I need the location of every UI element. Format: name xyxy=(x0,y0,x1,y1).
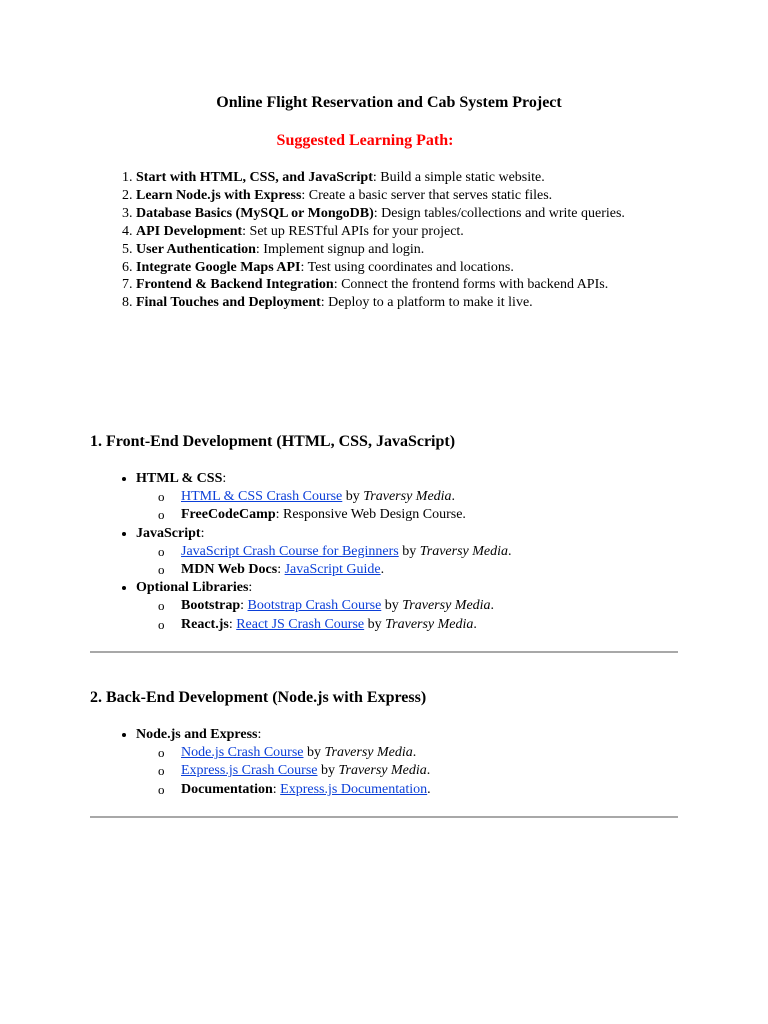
by-text: by xyxy=(303,745,325,761)
separator: : xyxy=(277,562,285,578)
step-title: Integrate Google Maps API xyxy=(136,259,301,275)
period: . xyxy=(412,745,417,761)
resource-list xyxy=(136,744,736,799)
javascript-guide-link[interactable]: JavaScript Guide xyxy=(284,562,381,578)
resource-description: : Responsive Web Design Course. xyxy=(275,507,466,523)
separator: : xyxy=(228,616,237,632)
resource-item xyxy=(181,488,736,506)
frontend-topic-list xyxy=(100,470,736,634)
period: . xyxy=(473,616,477,632)
step-description: : Build a simple static website. xyxy=(372,170,545,185)
learning-path-item xyxy=(136,169,756,187)
resource-name: FreeCodeCamp xyxy=(181,507,276,523)
bootstrap-crash-course-link[interactable]: Bootstrap Crash Course xyxy=(247,598,382,614)
step-description: : Create a basic server that serves static files. xyxy=(301,187,553,203)
author-name: Traversy Media xyxy=(419,543,508,559)
horizontal-rule xyxy=(90,651,678,653)
html-css-crash-course-link[interactable]: HTML & CSS Crash Course xyxy=(181,489,343,505)
topic-label: Optional Libraries xyxy=(136,580,249,596)
learning-path-item xyxy=(136,223,756,241)
step-title: Final Touches and Deployment xyxy=(136,295,321,311)
period: . xyxy=(451,489,456,505)
topic-label: Node.js and Express xyxy=(136,727,258,742)
resource-item xyxy=(181,744,736,762)
topic-html-css xyxy=(136,470,736,525)
period: . xyxy=(426,763,431,779)
by-text: by xyxy=(342,489,364,505)
learning-path-item xyxy=(136,205,756,223)
author-name: Traversy Media xyxy=(402,598,491,614)
learning-path-subtitle: Suggested Learning Path: xyxy=(276,132,454,149)
resource-item xyxy=(181,543,736,561)
learning-path-list xyxy=(100,169,756,312)
resource-item xyxy=(181,506,736,524)
resource-item xyxy=(181,597,736,615)
step-title: API Development xyxy=(136,223,243,239)
learning-path-item xyxy=(136,294,756,312)
colon: : xyxy=(248,580,253,596)
resource-name: React.js xyxy=(181,616,229,632)
step-title: Frontend & Backend Integration xyxy=(136,277,334,293)
resource-item xyxy=(181,781,736,799)
step-description: : Design tables/collections and write queries. xyxy=(373,205,625,221)
javascript-crash-course-link[interactable]: JavaScript Crash Course for Beginners xyxy=(181,543,399,559)
by-text: by xyxy=(364,616,386,632)
resource-name: MDN Web Docs xyxy=(181,562,278,578)
step-description: : Deploy to a platform to make it live. xyxy=(320,295,533,311)
topic-nodejs-express xyxy=(136,726,736,799)
section-heading-frontend: 1. Front-End Development (HTML, CSS, JavaScript) xyxy=(90,433,456,450)
step-description: : Connect the frontend forms with backend APIs. xyxy=(333,277,609,293)
learning-path-item xyxy=(136,276,756,294)
resource-name: Documentation xyxy=(181,781,273,797)
step-title: User Authentication xyxy=(136,241,256,257)
by-text: by xyxy=(398,543,420,559)
document-title: Online Flight Reservation and Cab System Project xyxy=(216,94,562,111)
step-description: : Implement signup and login. xyxy=(255,241,425,257)
topic-label: HTML & CSS xyxy=(136,471,223,486)
colon: : xyxy=(257,727,262,742)
learning-path-item xyxy=(136,187,756,205)
resource-item xyxy=(181,561,736,579)
period: . xyxy=(508,543,512,559)
resource-item xyxy=(181,616,736,634)
colon: : xyxy=(200,525,205,541)
step-title: Learn Node.js with Express xyxy=(136,187,302,203)
author-name: Traversy Media xyxy=(324,745,413,761)
topic-optional-libraries xyxy=(136,579,736,634)
step-description: : Test using coordinates and locations. xyxy=(300,259,514,275)
period: . xyxy=(490,598,495,614)
by-text: by xyxy=(381,598,403,614)
horizontal-rule xyxy=(90,816,678,818)
author-name: Traversy Media xyxy=(338,763,427,779)
nodejs-crash-course-link[interactable]: Node.js Crash Course xyxy=(181,745,304,761)
by-text: by xyxy=(317,763,339,779)
separator: : xyxy=(272,781,281,797)
author-name: Traversy Media xyxy=(385,616,474,632)
backend-topic-list xyxy=(100,726,736,799)
resource-name: Bootstrap xyxy=(181,598,241,614)
section-heading-backend: 2. Back-End Development (Node.js with Express) xyxy=(90,689,427,706)
learning-path-item xyxy=(136,241,756,259)
period: . xyxy=(380,562,385,578)
step-title: Start with HTML, CSS, and JavaScript xyxy=(136,170,373,185)
topic-label: JavaScript xyxy=(136,525,201,541)
expressjs-documentation-link[interactable]: Express.js Documentation xyxy=(280,781,428,797)
expressjs-crash-course-link[interactable]: Express.js Crash Course xyxy=(181,763,318,779)
colon: : xyxy=(222,471,227,486)
topic-javascript xyxy=(136,525,736,580)
step-title: Database Basics (MySQL or MongoDB) xyxy=(136,205,374,221)
resource-list xyxy=(136,488,736,524)
react-js-crash-course-link[interactable]: React JS Crash Course xyxy=(236,616,365,632)
step-description: : Set up RESTful APIs for your project. xyxy=(242,223,464,239)
resource-list xyxy=(136,597,736,633)
learning-path-item xyxy=(136,259,756,277)
author-name: Traversy Media xyxy=(363,489,452,505)
separator: : xyxy=(240,598,248,614)
resource-item xyxy=(181,762,736,780)
period: . xyxy=(427,781,431,797)
resource-list xyxy=(136,543,736,579)
